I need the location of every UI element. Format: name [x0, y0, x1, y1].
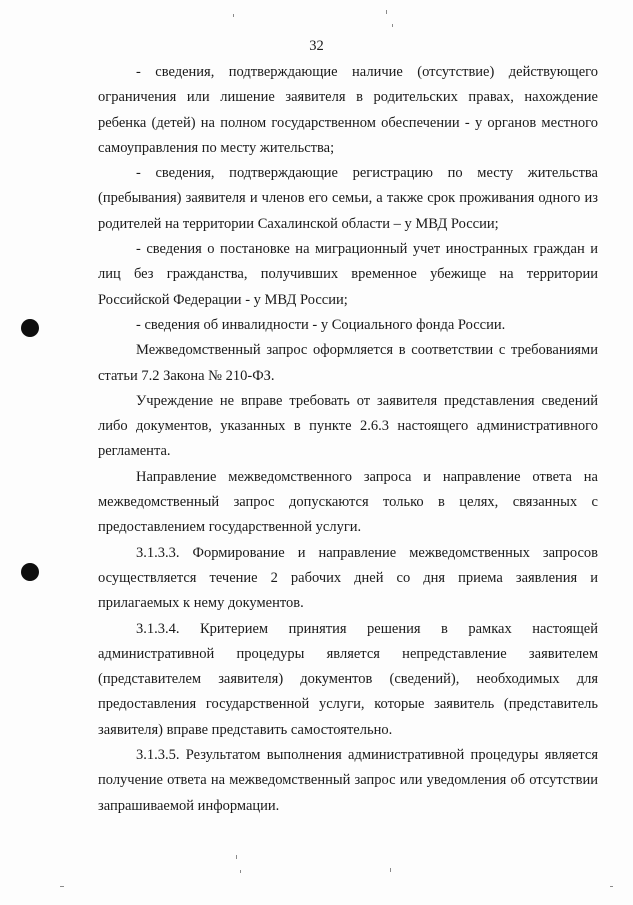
punch-hole [21, 563, 39, 581]
paragraph: 3.1.3.5. Результатом выполнения административной процедуры является получение ответа на межведомственный запрос или уведомления об отсутствии запрашиваемой информации. [98, 747, 598, 814]
scan-speck [236, 855, 237, 859]
scan-speck [610, 886, 613, 887]
paragraph: Учреждение не вправе требовать от заявителя представления сведений либо документов, указанных в пункте 2.6.3 настоящего административного регламента. [98, 392, 598, 460]
scan-speck [60, 886, 64, 887]
scan-speck [233, 14, 234, 17]
scan-speck [392, 24, 393, 27]
paragraph: - сведения, подтверждающие наличие (отсутствие) действующего ограничения или лишение заявителя в родительских правах, нахождение ребенка (детей) на полном государственном обеспечении - у органов местного самоуправления по месту жительства; [98, 64, 598, 156]
paragraph: Межведомственный запрос оформляется в соответствии с требованиями статьи 7.2 Закона № 210-ФЗ. [98, 342, 598, 384]
paragraph: - сведения о постановке на миграционный учет иностранных граждан и лиц без гражданства, получивших временное убежище на территории Российской Федерации - у МВД России; [98, 241, 598, 308]
document-body [98, 60, 598, 819]
paragraph: 3.1.3.3. Формирование и направление межведомственных запросов осуществляется течение 2 рабочих дней со дня приема заявления и прилагаемых к нему документов. [98, 544, 598, 612]
paragraph: 3.1.3.4. Критерием принятия решения в рамках настоящей административной процедуры является непредставление заявителем (представителем заявителя) документов (сведений), необходимых для предоставления государственной услуги, которые заявитель (представитель заявителя) вправе представить самостоятельно. [98, 620, 598, 738]
punch-hole [21, 319, 39, 337]
paragraph: - сведения, подтверждающие регистрацию по месту жительства (пребывания) заявителя и членов его семьи, а также срок проживания одного из родителей на территории Сахалинской области – у МВД России; [98, 165, 598, 232]
paragraph: - сведения об инвалидности - у Социального фонда России. [136, 316, 506, 333]
page-number: 32 [309, 38, 324, 54]
scan-speck [390, 868, 391, 872]
scan-speck [386, 10, 387, 14]
paragraph: Направление межведомственного запроса и направление ответа на межведомственный запрос допускаются только в целях, связанных с предоставлением государственной услуги. [98, 468, 598, 536]
scan-speck [240, 870, 241, 873]
